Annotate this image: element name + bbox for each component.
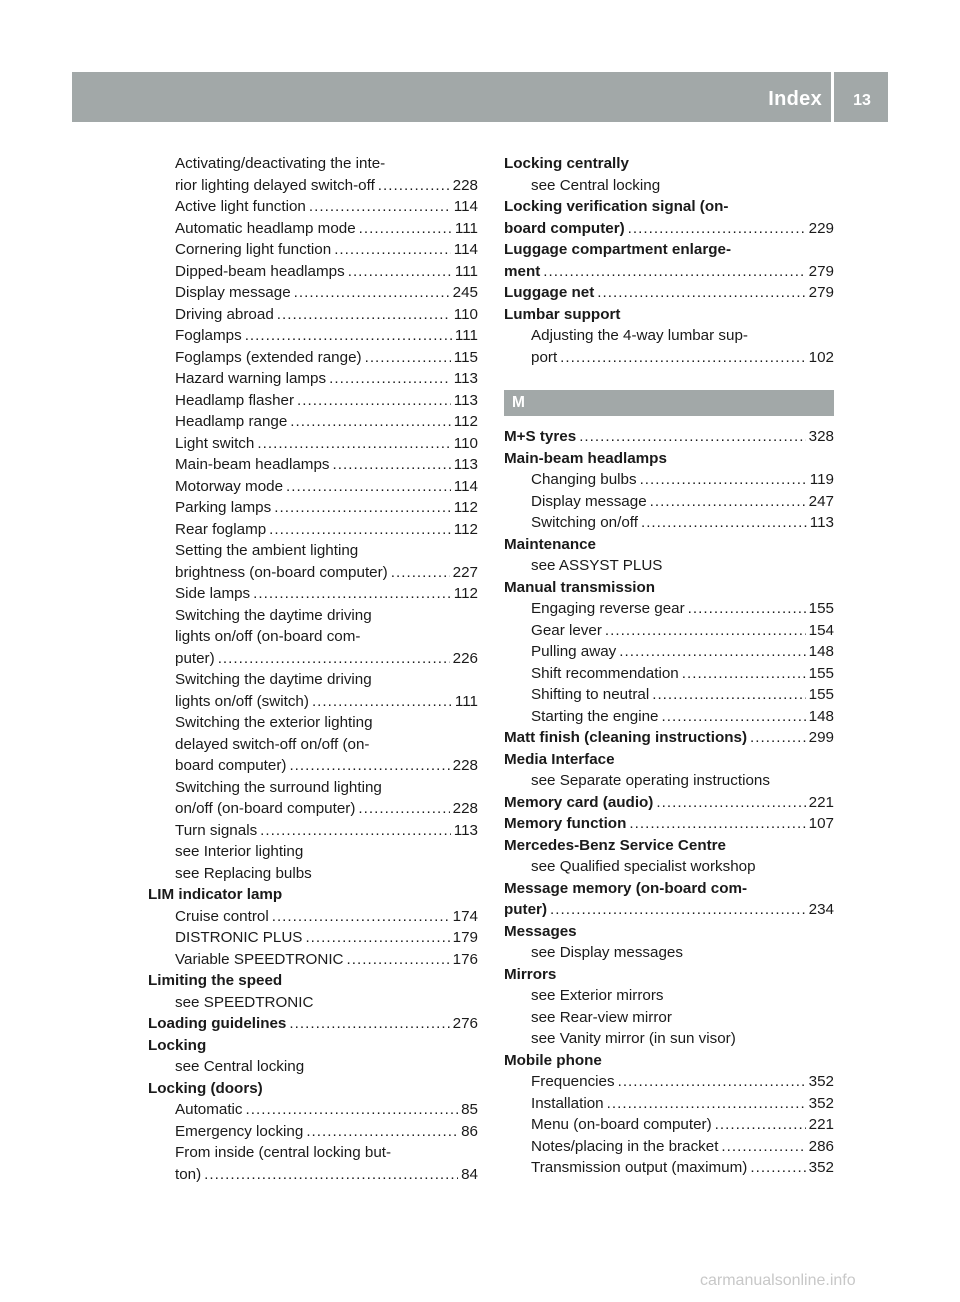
page-reference: 221: [808, 1116, 834, 1133]
entry-text: Display message: [531, 492, 647, 510]
dot-leader: [579, 426, 805, 448]
index-subentry: [148, 454, 478, 476]
index-entry: [148, 1013, 478, 1035]
entry-text: Variable SPEEDTRONIC: [175, 950, 344, 968]
dot-leader: [715, 1114, 806, 1136]
entry-text: Menu (on-board computer): [531, 1116, 712, 1133]
entry-text: puter): [504, 901, 548, 918]
dot-leader: [297, 390, 451, 412]
page-reference: 110: [453, 305, 478, 323]
dot-leader: [329, 368, 451, 390]
dot-leader: [688, 598, 806, 620]
dot-leader: [333, 454, 451, 476]
index-subentry: [504, 1071, 834, 1093]
index-subentry: [504, 491, 834, 513]
index-subentry: [148, 239, 478, 261]
dot-leader: [607, 1093, 806, 1115]
page-reference: 111: [454, 692, 478, 710]
index-subentry: see Replacing bulbs: [175, 864, 312, 882]
entry-text: Frequencies: [531, 1073, 615, 1090]
dot-leader: [218, 648, 450, 670]
page-reference: 112: [453, 585, 478, 602]
entry-text: Headlamp range: [175, 413, 288, 430]
page-reference: 84: [461, 1165, 478, 1183]
index-subentry: [148, 347, 478, 369]
dot-leader: [294, 282, 450, 304]
entry-text: Driving abroad: [175, 305, 274, 323]
dot-leader: [543, 261, 805, 283]
entry-text: Headlamp flasher: [175, 391, 295, 409]
dot-leader: [597, 282, 805, 304]
index-entry: Manual transmission: [504, 578, 656, 596]
dot-leader: [253, 583, 451, 605]
index-entry: Maintenance: [504, 535, 596, 553]
page-reference: 114: [453, 477, 478, 495]
index-subentry: see Rear-view mirror: [531, 1008, 672, 1026]
index-subentry: [148, 519, 478, 541]
dot-leader: [560, 347, 805, 369]
index-subentry: [148, 1164, 478, 1186]
index-subentry: see Display messages: [531, 944, 683, 961]
dot-leader: [204, 1164, 458, 1186]
page-reference: 276: [452, 1015, 478, 1032]
dot-leader: [550, 899, 806, 921]
page-reference: 119: [809, 471, 834, 488]
page-reference: 352: [808, 1073, 834, 1090]
index-subentry: [148, 218, 478, 240]
index-subentry: see Interior lighting: [175, 843, 304, 860]
index-subentry: Setting the ambient lighting: [175, 542, 359, 559]
page-title: Index: [768, 88, 822, 110]
index-entry: [504, 899, 834, 921]
entry-text: Rear foglamp: [175, 520, 267, 538]
entry-text: Pulling away: [531, 643, 617, 660]
page-reference: 113: [809, 514, 834, 531]
dot-leader: [358, 798, 449, 820]
page-reference: 111: [454, 262, 478, 280]
entry-text: Shift recommendation: [531, 664, 679, 682]
page-reference: 107: [808, 815, 834, 832]
entry-text: port: [531, 348, 558, 366]
page-reference: 286: [808, 1137, 834, 1155]
index-subentry: [148, 497, 478, 519]
index-subentry: Switching the exterior lighting: [175, 714, 373, 731]
dot-leader: [286, 476, 451, 498]
index-subentry: [148, 691, 478, 713]
entry-text: Foglamps (extended range): [175, 348, 362, 366]
dot-leader: [391, 562, 450, 584]
entry-text: Memory function: [504, 815, 627, 832]
dot-leader: [334, 239, 451, 261]
dot-leader: [629, 813, 805, 835]
entry-text: Motorway mode: [175, 477, 284, 495]
page-reference: 352: [808, 1094, 834, 1112]
index-subentry: Activating/deactivating the inte-: [175, 155, 386, 172]
dot-leader: [618, 1071, 806, 1093]
dot-leader: [257, 433, 450, 455]
index-entry: Locking verification signal (on-: [504, 198, 729, 215]
page-reference: 155: [808, 686, 834, 703]
entry-text: Changing bulbs: [531, 471, 637, 488]
index-subentry: [148, 583, 478, 605]
index-entry: Locking (doors): [148, 1079, 263, 1097]
page-reference: 227: [452, 563, 478, 581]
index-subentry: [148, 304, 478, 326]
dot-leader: [245, 325, 452, 347]
dot-leader: [365, 347, 451, 369]
dot-leader: [274, 497, 451, 519]
page-reference: 113: [453, 456, 478, 473]
page-reference: 148: [808, 643, 834, 660]
index-subentry: [148, 949, 478, 971]
dot-leader: [269, 519, 451, 541]
index-subentry: see Separate operating instructions: [531, 772, 770, 789]
index-entry: [504, 282, 834, 304]
page-reference: 148: [808, 707, 834, 725]
index-subentry: [504, 1093, 834, 1115]
index-subentry: From inside (central locking but-: [175, 1144, 392, 1161]
index-subentry: [504, 1136, 834, 1158]
entry-text: Active light function: [175, 198, 306, 215]
dot-leader: [289, 755, 449, 777]
entry-text: Shifting to neutral: [531, 686, 650, 703]
page-reference: 179: [452, 929, 478, 946]
index-subentry: see SPEEDTRONIC: [175, 993, 314, 1011]
page-reference: 115: [453, 348, 478, 366]
page-reference: 247: [808, 492, 834, 510]
dot-leader: [289, 1013, 449, 1035]
index-subentry: [148, 562, 478, 584]
index-subentry: see Qualified specialist workshop: [531, 858, 756, 875]
dot-leader: [750, 1157, 805, 1179]
entry-text: Cornering light function: [175, 241, 332, 258]
index-subentry: [148, 476, 478, 498]
dot-leader: [277, 304, 451, 326]
index-subentry: see Vanity mirror (in sun visor): [531, 1030, 736, 1047]
index-subentry: delayed switch-off on/off (on-: [175, 735, 370, 753]
page-reference: 110: [453, 434, 478, 452]
entry-text: Dipped-beam headlamps: [175, 262, 345, 280]
index-subentry: [504, 347, 834, 369]
index-entry: LIM indicator lamp: [148, 886, 283, 903]
page-reference: 245: [452, 284, 478, 301]
index-subentry: [504, 684, 834, 706]
entry-text: Display message: [175, 284, 291, 301]
page-reference: 114: [453, 241, 478, 258]
dot-leader: [656, 792, 805, 814]
entry-text: Light switch: [175, 434, 255, 452]
page-reference: 113: [453, 821, 478, 839]
header-bar: [72, 72, 888, 122]
entry-text: M+S tyres: [504, 428, 577, 445]
page-reference: 111: [454, 219, 478, 237]
entry-text: Installation: [531, 1094, 604, 1112]
index-subentry: [148, 906, 478, 928]
index-subentry: Switching the surround lighting: [175, 778, 382, 796]
entry-text: Engaging reverse gear: [531, 600, 685, 617]
index-subentry: [148, 798, 478, 820]
page-reference: 221: [808, 793, 834, 811]
index-entry: Messages: [504, 922, 577, 940]
entry-text: Cruise control: [175, 907, 269, 925]
entry-text: on/off (on-board computer): [175, 800, 356, 817]
entry-text: Main-beam headlamps: [175, 456, 330, 473]
index-entry: [504, 727, 834, 749]
dot-leader: [650, 491, 806, 513]
page-reference: 112: [453, 413, 478, 430]
watermark: carmanualsonline.info: [700, 1272, 856, 1289]
page-reference: 228: [452, 757, 478, 774]
index-subentry: [148, 433, 478, 455]
index-subentry: [148, 755, 478, 777]
index-entry: [504, 813, 834, 835]
dot-leader: [359, 218, 452, 240]
index-subentry: [504, 620, 834, 642]
index-entry: Limiting the speed: [148, 972, 283, 989]
entry-text: Emergency locking: [175, 1122, 304, 1140]
entry-text: Transmission output (maximum): [531, 1159, 748, 1176]
page-reference: 86: [461, 1122, 478, 1140]
page-reference: 229: [808, 219, 834, 237]
dot-leader: [682, 663, 806, 685]
index-subentry: [148, 325, 478, 347]
entry-text: Foglamps: [175, 327, 242, 344]
index-entry: Message memory (on-board com-: [504, 879, 748, 897]
entry-text: Automatic: [175, 1101, 243, 1118]
entry-text: brightness (on-board computer): [175, 563, 388, 581]
index-subentry: [504, 663, 834, 685]
index-subentry: Switching the daytime driving: [175, 606, 372, 624]
index-entry: Mobile phone: [504, 1051, 602, 1069]
index-subentry: [504, 1157, 834, 1179]
entry-text: board computer): [504, 219, 625, 237]
index-entry: [504, 218, 834, 240]
entry-text: Loading guidelines: [148, 1015, 287, 1032]
index-subentry: [148, 927, 478, 949]
page-reference: 228: [452, 176, 478, 194]
index-subentry: [504, 1114, 834, 1136]
index-entry: Media Interface: [504, 750, 615, 768]
index-entry: Mirrors: [504, 965, 557, 983]
entry-text: Memory card (audio): [504, 793, 654, 811]
entry-text: Matt finish (cleaning instructions): [504, 729, 748, 746]
index-column-left: [148, 153, 478, 1185]
page-reference: 279: [808, 284, 834, 301]
index-subentry: [148, 648, 478, 670]
dot-leader: [652, 684, 805, 706]
page-reference: 299: [808, 729, 834, 746]
index-entry: Mercedes-Benz Service Centre: [504, 836, 727, 854]
index-subentry: see Central locking: [175, 1058, 305, 1075]
index-entry: Main-beam headlamps: [504, 449, 667, 467]
entry-text: Turn signals: [175, 821, 258, 839]
dot-leader: [272, 906, 450, 928]
entry-text: Automatic headlamp mode: [175, 219, 356, 237]
index-entry: [504, 261, 834, 283]
entry-text: ton): [175, 1165, 202, 1183]
entry-text: board computer): [175, 757, 287, 774]
entry-text: ment: [504, 262, 541, 280]
page-reference: 113: [453, 370, 478, 387]
page-reference: 85: [461, 1101, 478, 1118]
dot-leader: [628, 218, 806, 240]
dot-leader: [619, 641, 805, 663]
dot-leader: [605, 620, 806, 642]
index-entry: [504, 792, 834, 814]
page-reference: 154: [808, 621, 834, 639]
page-reference: 228: [452, 800, 478, 817]
dot-leader: [312, 691, 452, 713]
index-subentry: see Central locking: [531, 176, 661, 194]
dot-leader: [750, 727, 806, 749]
page-reference: 112: [453, 520, 478, 538]
page-reference: 113: [453, 391, 478, 409]
dot-leader: [662, 706, 806, 728]
dot-leader: [347, 949, 450, 971]
page-reference: 111: [454, 327, 478, 344]
index-subentry: [148, 175, 478, 197]
index-subentry: [148, 368, 478, 390]
entry-text: Notes/placing in the bracket: [531, 1137, 719, 1155]
page-reference: 328: [808, 428, 834, 445]
index-subentry: see Exterior mirrors: [531, 987, 664, 1004]
entry-text: Switching on/off: [531, 514, 638, 531]
entry-text: puter): [175, 649, 215, 667]
index-subentry: [504, 598, 834, 620]
index-subentry: [148, 390, 478, 412]
entry-text: Gear lever: [531, 621, 602, 639]
page-reference: 234: [808, 901, 834, 918]
index-entry: Luggage compartment enlarge-: [504, 241, 732, 258]
index-subentry: [504, 512, 834, 534]
index-subentry: Switching the daytime driving: [175, 671, 372, 688]
dot-leader: [309, 196, 451, 218]
index-subentry: [504, 641, 834, 663]
index-subentry: [148, 1121, 478, 1143]
dot-leader: [305, 927, 449, 949]
index-column-right: [504, 153, 834, 1179]
entry-text: Starting the engine: [531, 707, 659, 725]
page-reference: 112: [453, 499, 478, 516]
index-subentry: [504, 469, 834, 491]
index-subentry: [148, 282, 478, 304]
index-subentry: [148, 411, 478, 433]
index-entry: [504, 426, 834, 448]
entry-text: DISTRONIC PLUS: [175, 929, 303, 946]
page-reference: 352: [808, 1159, 834, 1176]
dot-leader: [348, 261, 452, 283]
entry-text: Luggage net: [504, 284, 595, 301]
index-subentry: lights on/off (on-board com-: [175, 628, 361, 645]
index-subentry: [148, 196, 478, 218]
entry-text: rior lighting delayed switch-off: [175, 176, 375, 194]
index-subentry: see ASSYST PLUS: [531, 557, 663, 574]
dot-leader: [640, 469, 807, 491]
page-reference: 176: [452, 950, 478, 968]
page-reference: 279: [808, 262, 834, 280]
page-reference: 114: [453, 198, 478, 215]
section-header-m: M: [504, 390, 834, 416]
page-reference: 155: [808, 664, 834, 682]
index-entry: Lumbar support: [504, 305, 621, 323]
dot-leader: [378, 175, 450, 197]
index-subentry: [148, 820, 478, 842]
dot-leader: [641, 512, 807, 534]
page-reference: 226: [452, 649, 478, 667]
dot-leader: [260, 820, 451, 842]
index-subentry: Adjusting the 4-way lumbar sup-: [531, 327, 748, 344]
dot-leader: [246, 1099, 459, 1121]
entry-text: Side lamps: [175, 585, 251, 602]
entry-text: lights on/off (switch): [175, 692, 309, 710]
index-entry: Locking centrally: [504, 155, 629, 172]
entry-text: Parking lamps: [175, 499, 272, 516]
page-reference: 174: [452, 907, 478, 925]
dot-leader: [290, 411, 450, 433]
page-reference: 102: [808, 348, 834, 366]
page-reference: 155: [808, 600, 834, 617]
index-subentry: [148, 1099, 478, 1121]
dot-leader: [721, 1136, 805, 1158]
header-separator: [831, 72, 834, 122]
dot-leader: [306, 1121, 458, 1143]
page-number: 13: [853, 92, 871, 109]
index-subentry: [148, 261, 478, 283]
entry-text: Hazard warning lamps: [175, 370, 327, 387]
index-entry: Locking: [148, 1036, 207, 1054]
index-subentry: [504, 706, 834, 728]
